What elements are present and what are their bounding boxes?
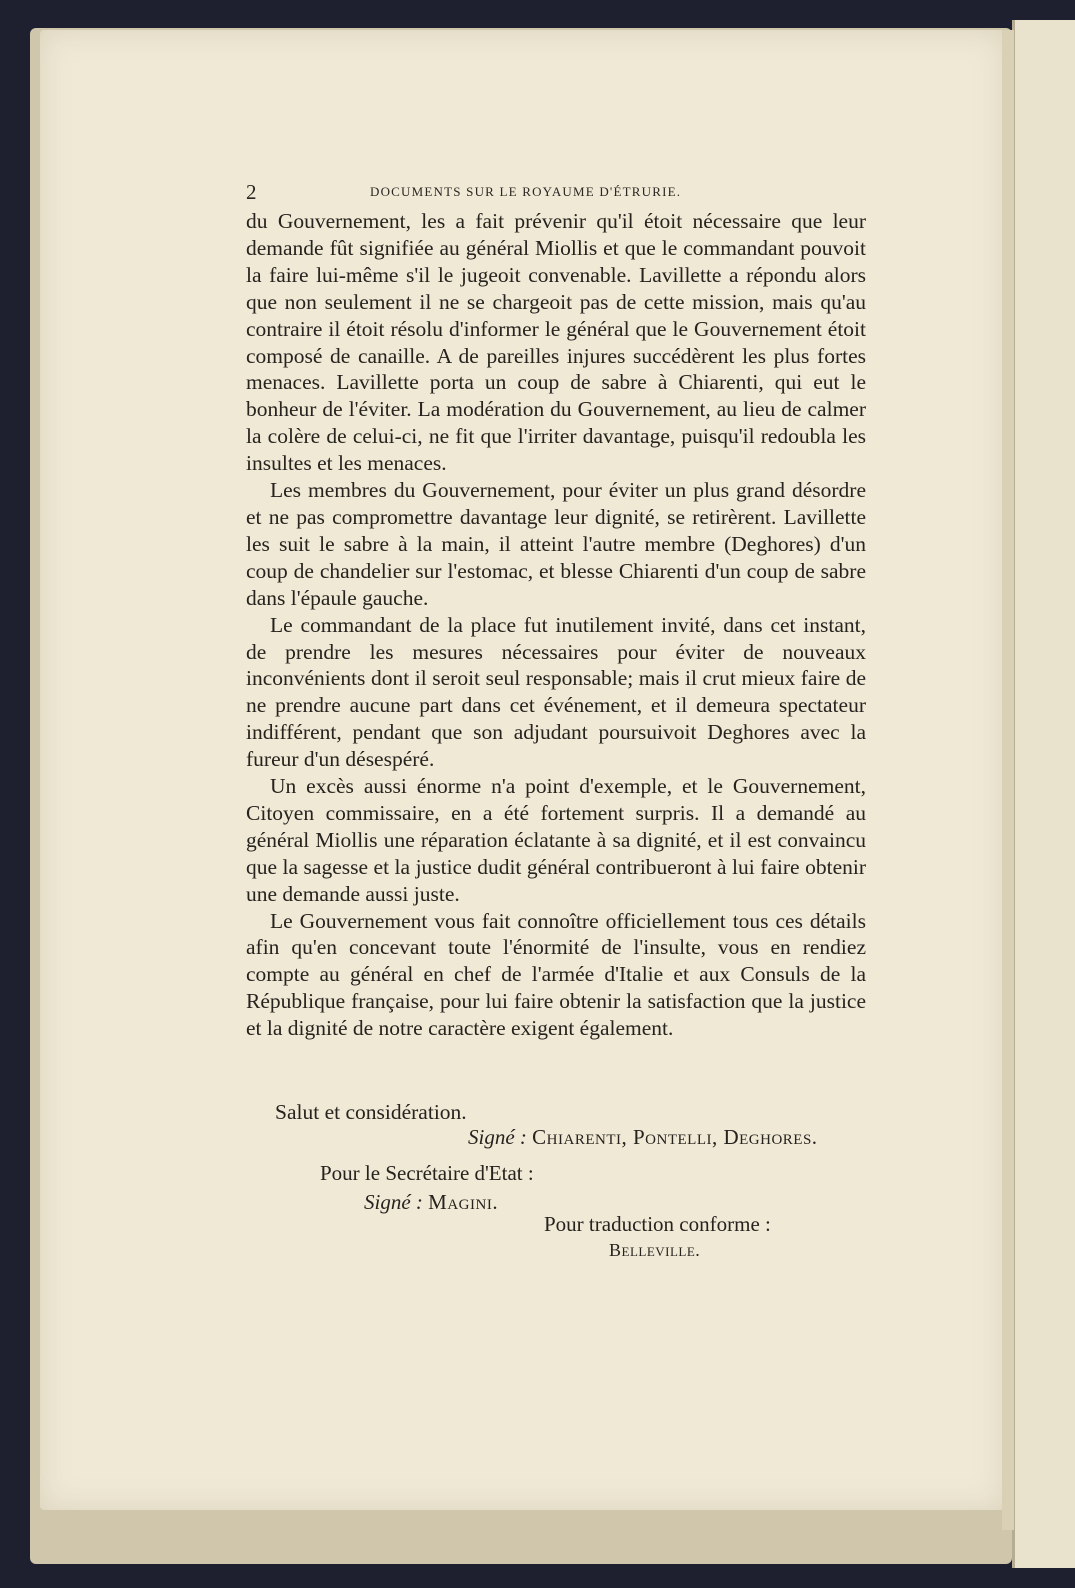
secretary-name: Magini.: [428, 1190, 499, 1214]
page-number: 2: [246, 180, 257, 204]
translation-line: Pour traduction conforme :: [544, 1212, 771, 1236]
next-page-edge: [1012, 20, 1075, 1568]
paragraph-3: Le commandant de la place fut inutilement invité, dans cet instant, de prendre les mesures nécessaires pour éviter de nouveaux inconvénients dont il seroit seul responsable; mais il crut mieux faire de ne prendre aucune part dans cet événement, et il demeura spectateur indifférent, pendant que son adjudant poursuivoit Deghores avec la fureur d'un désespéré.: [246, 612, 866, 772]
page-gutter: [1002, 30, 1014, 1530]
body-text: [246, 208, 866, 1042]
closing-salutation: Salut et considération.: [275, 1100, 467, 1124]
translator-name: Belleville.: [609, 1240, 701, 1260]
paragraph-1: du Gouvernement, les a fait prévenir qu'il étoit nécessaire que leur demande fût signifiée au général Miollis et que le commandant pouvoit la faire lui-même s'il le jugeoit convenable. Lavillette a répondu alors que non seulement il ne se chargeoit pas de cette mission, mais qu'au contraire il étoit résolu d'informer le général que le Gouvernement étoit composé de canaille. A de pareilles injures succédèrent les plus fortes menaces. Lavillette porta un coup de sabre à Chiarenti, qui eut le bonheur de l'éviter. La modération du Gouvernement, au lieu de calmer la colère de celui-ci, ne fit que l'irriter davantage, puisqu'il redoubla les insultes et les menaces.: [246, 209, 866, 476]
running-title: DOCUMENTS SUR LE ROYAUME D'ÉTRURIE.: [370, 184, 682, 199]
signature-government: [468, 1125, 818, 1150]
signe-label-secretary: Signé :: [364, 1190, 423, 1214]
signe-label: Signé :: [468, 1125, 527, 1149]
paragraph-5: Le Gouvernement vous fait connoître officiellement tous ces détails afin qu'en concevant toute l'énormité de l'insulte, vous en rendiez compte au général en chef de l'armée d'Italie et aux Consuls de la République française, pour lui faire obtenir la satisfaction que la justice et la dignité de notre caractère exigent également.: [246, 908, 866, 1041]
paragraph-2: Les membres du Gouvernement, pour éviter un plus grand désordre et ne pas compromettre davantage leur dignité, se retirèrent. Lavillette les suit le sabre à la main, il atteint l'autre membre (Deghores) d'un coup de chandelier sur l'estomac, et blesse Chiarenti d'un coup de sabre dans l'épaule gauche.: [246, 478, 866, 610]
signatories: Chiarenti, Pontelli, Deghores.: [532, 1125, 818, 1149]
signature-secretary: [364, 1190, 498, 1215]
secretary-line: Pour le Secrétaire d'Etat :: [320, 1161, 534, 1185]
paragraph-4: Un excès aussi énorme n'a point d'exemple, et le Gouvernement, Citoyen commissaire, en a été fortement surpris. Il a demandé au général Miollis une réparation éclatante à sa dignité, et il est convaincu que la sagesse et la justice dudit général contribueront à lui faire obtenir une demande aussi juste.: [246, 774, 866, 906]
